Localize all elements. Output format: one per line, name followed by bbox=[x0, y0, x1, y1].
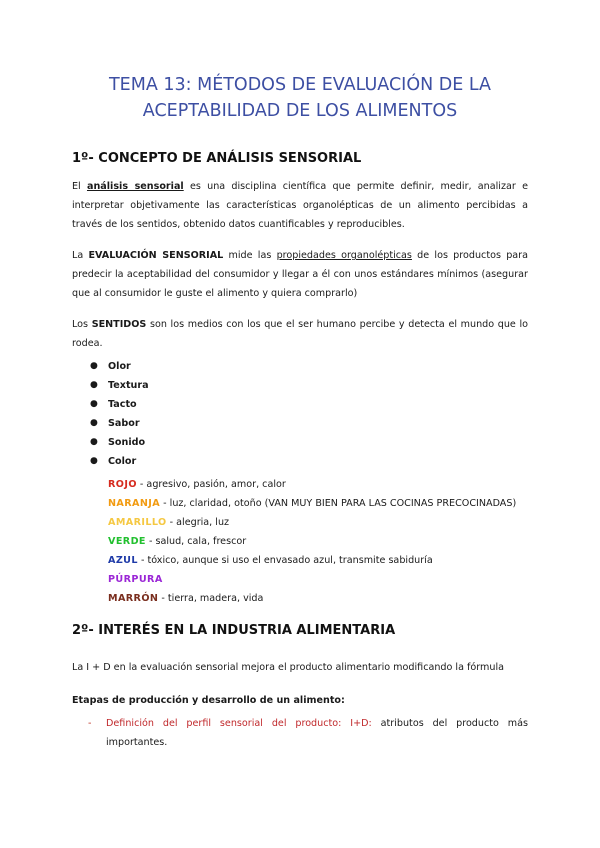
color-row bbox=[108, 532, 528, 551]
term-analisis-sensorial: análisis sensorial bbox=[86, 181, 184, 192]
stage-text: atributos del producto más importantes. bbox=[106, 718, 528, 748]
bullet-icon: ● bbox=[90, 361, 98, 371]
sense-label: Tacto bbox=[108, 399, 137, 410]
bullet-icon: ● bbox=[90, 418, 98, 428]
stage-label: Definición del perfil sensorial del producto: I+D: bbox=[106, 718, 372, 729]
document-title bbox=[72, 72, 528, 124]
color-desc: - tierra, madera, vida bbox=[158, 593, 264, 604]
senses-list bbox=[72, 357, 528, 471]
color-desc: - salud, cala, frescor bbox=[145, 536, 247, 547]
paragraph-evaluacion bbox=[72, 246, 528, 303]
text: La bbox=[72, 250, 89, 261]
color-row bbox=[108, 551, 528, 570]
color-name-azul: AZUL bbox=[108, 555, 138, 566]
term-evaluacion-sensorial: EVALUACIÓN SENSORIAL bbox=[88, 250, 224, 261]
color-row bbox=[108, 570, 528, 589]
color-desc: - luz, claridad, otoño (VAN MUY BIEN PARA LAS COCINAS PRECOCINADAS) bbox=[160, 498, 517, 509]
sense-label: Sonido bbox=[108, 437, 146, 448]
sense-label: Sabor bbox=[108, 418, 140, 429]
list-item bbox=[90, 395, 528, 414]
color-desc: - agresivo, pasión, amor, calor bbox=[136, 479, 286, 490]
paragraph-sentidos bbox=[72, 315, 528, 353]
bullet-icon: ● bbox=[90, 437, 98, 447]
color-meanings bbox=[108, 475, 528, 608]
color-name-rojo: ROJO bbox=[108, 479, 137, 490]
dash-bullet: - bbox=[88, 718, 92, 729]
section-1-heading: 1º- CONCEPTO DE ANÁLISIS SENSORIAL bbox=[72, 151, 362, 166]
color-desc: - alegria, luz bbox=[166, 517, 230, 528]
section-2-heading: 2º- INTERÉS EN LA INDUSTRIA ALIMENTARIA bbox=[72, 623, 396, 638]
text: son los medios con los que el ser humano percibe y detecta el mundo que lo rodea. bbox=[72, 319, 528, 349]
color-name-marron: MARRÓN bbox=[108, 593, 159, 604]
list-item bbox=[72, 714, 528, 752]
color-name-purpura: PÚRPURA bbox=[108, 574, 163, 585]
term-sentidos: SENTIDOS bbox=[91, 319, 147, 330]
list-item bbox=[90, 357, 528, 376]
bullet-icon: ● bbox=[90, 399, 98, 409]
color-row bbox=[108, 494, 528, 513]
title-line-1: TEMA 13: MÉTODOS DE EVALUACIÓN DE LA bbox=[108, 75, 491, 95]
paragraph-definition bbox=[72, 177, 528, 234]
text: Los bbox=[72, 319, 92, 330]
sense-label: Color bbox=[108, 456, 137, 467]
list-item bbox=[90, 452, 528, 471]
list-item bbox=[90, 414, 528, 433]
color-name-naranja: NARANJA bbox=[108, 498, 161, 509]
paragraph-i-mas-d: La I + D en la evaluación sensorial mejora el producto alimentario modificando la fórmula bbox=[72, 662, 505, 673]
list-item bbox=[90, 433, 528, 452]
list-item bbox=[90, 376, 528, 395]
text: mide las bbox=[223, 250, 277, 261]
stages-title: Etapas de producción y desarrollo de un alimento: bbox=[72, 695, 345, 706]
bullet-icon: ● bbox=[90, 456, 98, 466]
color-name-verde: VERDE bbox=[108, 536, 146, 547]
section-2 bbox=[72, 622, 528, 752]
term-propiedades-organolepticas: propiedades organolépticas bbox=[276, 250, 412, 261]
text: de los productos para predecir la aceptabilidad del consumidor y llegar a él con unos estándares mínimos (asegurar que al consumidor le guste el alimento y quiera comprarlo) bbox=[72, 250, 528, 299]
text: es una disciplina científica que permite definir, medir, analizar e interpretar objetivamente las características organolépticas de un alimento percibidas a través de los sentidos, obtenido datos cuantificables y reproducibles. bbox=[72, 181, 528, 230]
color-row bbox=[108, 475, 528, 494]
color-desc: - tóxico, aunque si uso el envasado azul, transmite sabiduría bbox=[137, 555, 433, 566]
color-name-amarillo: AMARILLO bbox=[108, 517, 167, 528]
text: El bbox=[72, 181, 87, 192]
bullet-icon: ● bbox=[90, 380, 98, 390]
sense-label: Textura bbox=[108, 380, 149, 391]
sense-label: Olor bbox=[108, 361, 131, 372]
color-row bbox=[108, 589, 528, 608]
color-row bbox=[108, 513, 528, 532]
title-line-2: ACEPTABILIDAD DE LOS ALIMENTOS bbox=[142, 101, 458, 121]
